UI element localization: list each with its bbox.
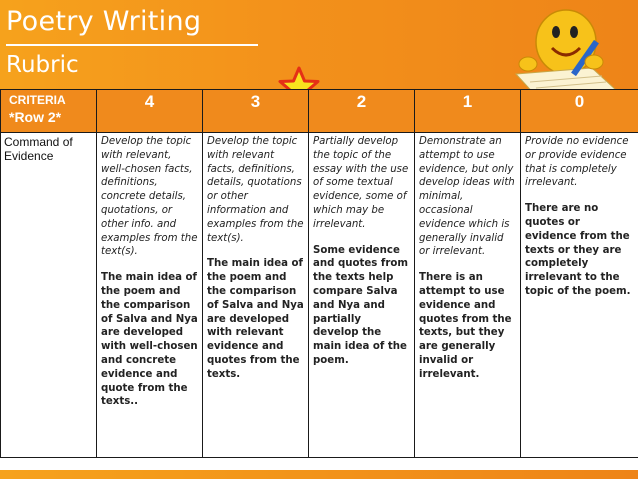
footer-bar	[0, 470, 638, 479]
table-header-row	[1, 90, 638, 133]
score-header-3: 3	[203, 90, 309, 133]
score-header-2: 2	[309, 90, 415, 133]
score-header-4: 4	[97, 90, 203, 133]
score-1-description: Demonstrate an attempt to use evidence, but only develop ideas with minimal, occasional evidence which is generally invalid or irrelevant.	[419, 136, 515, 258]
smiley-writing-icon	[506, 2, 624, 98]
score-0-cell	[521, 133, 638, 458]
score-3-cell	[203, 133, 309, 458]
criteria-header-label: CRITERIA	[9, 93, 66, 107]
criteria-header	[1, 90, 97, 133]
score-1-cell	[415, 133, 521, 458]
score-4-cell	[97, 133, 203, 458]
page-title	[6, 6, 201, 37]
score-header-0: 0	[521, 90, 638, 133]
criteria-header-row-label: *Row 2*	[9, 109, 62, 125]
score-0-bold-note: There are no quotes or evidence from the texts or they are completely irrelevant to the topic of the poem.	[525, 203, 631, 297]
title-underline	[6, 44, 258, 46]
score-0-description: Provide no evidence or provide evidence that is completely irrelevant.	[525, 136, 629, 189]
score-2-bold-note: Some evidence and quotes from the texts help compare Salva and Nya and partially develop the main idea of the poem.	[313, 244, 408, 366]
score-3-description: Develop the topic with relevant facts, definitions, details, quotations or other information and examples from the text(s).	[207, 136, 304, 244]
score-4-description: Develop the topic with relevant, well-chosen facts, definitions, concrete details, quotations, or other info. and examples from the text(s).	[101, 136, 198, 258]
score-2-cell	[309, 133, 415, 458]
score-header-1: 1	[415, 90, 521, 133]
rubric-table	[0, 89, 638, 458]
score-1-bold-note: There is an attempt to use evidence and quotes from the texts, but they are generally invalid or irrelevant.	[419, 272, 512, 380]
score-4-bold-note: The main idea of the poem and the comparison of Salva and Nya are developed with well-chosen and concrete evidence and quote from the texts..	[101, 272, 198, 408]
page-subtitle: Rubric	[6, 52, 79, 78]
table-row	[1, 133, 638, 458]
score-3-bold-note: The main idea of the poem and the comparison of Salva and Nya are developed with relevant evidence and quotes from the texts.	[207, 258, 304, 380]
criteria-cell: Command of Evidence	[1, 133, 97, 458]
score-2-description: Partially develop the topic of the essay with the use of some textual evidence, some of which may be irrelevant.	[313, 136, 409, 230]
title-line1: Poetry Writing	[6, 6, 202, 37]
